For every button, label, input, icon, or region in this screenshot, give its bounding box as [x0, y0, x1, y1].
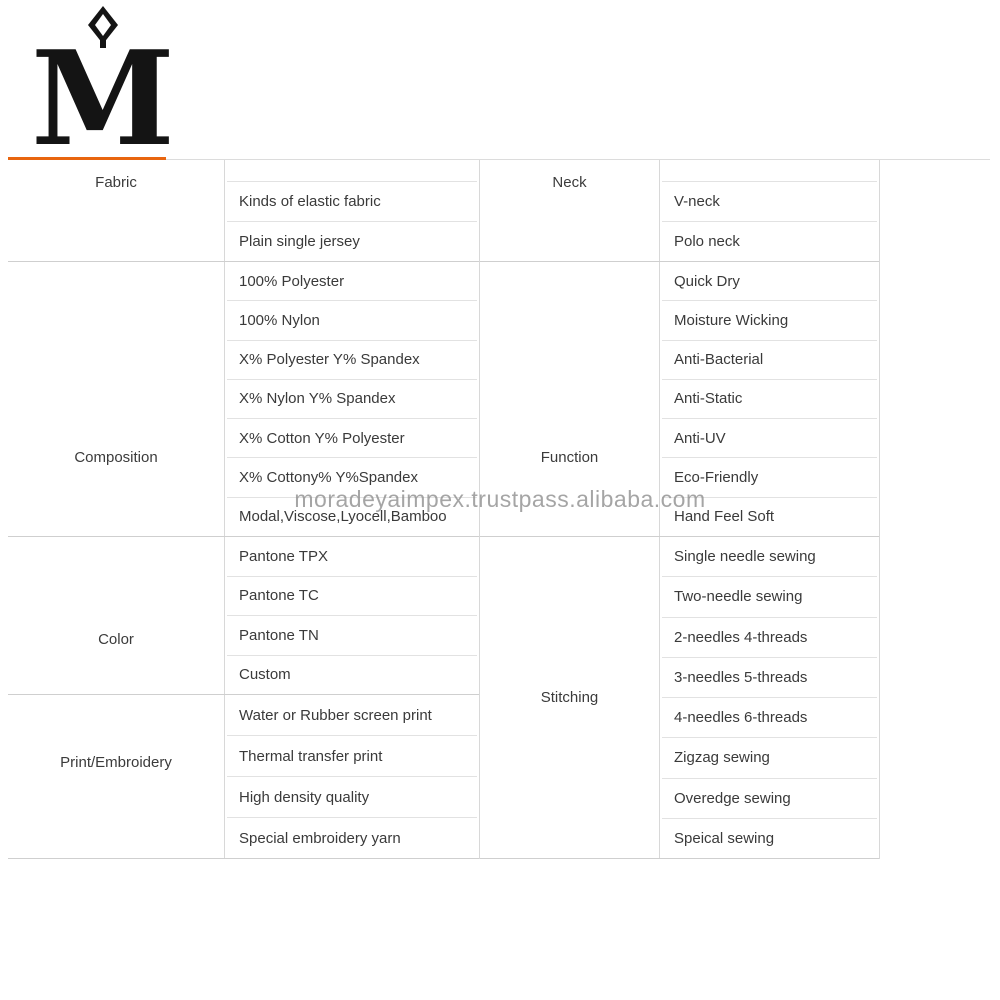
- spec-row: Pantone TC: [227, 577, 477, 617]
- spec-row: X% Polyester Y% Spandex: [227, 341, 477, 380]
- section-label-cell: [8, 537, 225, 694]
- spec-row: 2-needles 4-threads: [662, 618, 877, 658]
- section-label-cell: [480, 537, 660, 858]
- section-values: [660, 262, 879, 536]
- spec-row: Overedge sewing: [662, 779, 877, 819]
- spec-table-right: [480, 160, 880, 859]
- spec-row: Two-needle sewing: [662, 577, 877, 617]
- spec-row: Thermal transfer print: [227, 736, 477, 777]
- brand-logo: [28, 6, 178, 151]
- spec-row: Quick Dry: [662, 262, 877, 301]
- section-label: Color: [98, 631, 134, 648]
- section-color: [8, 537, 479, 695]
- section-label: Composition: [74, 448, 158, 466]
- section-label: Function: [540, 448, 599, 466]
- spec-row: V-neck: [662, 182, 877, 222]
- section-label-cell: [8, 160, 225, 261]
- section-label: Neck: [552, 174, 587, 191]
- section-values: [225, 695, 479, 858]
- section-label: Fabric: [95, 174, 137, 191]
- spec-row: High density quality: [227, 777, 477, 818]
- spec-row: Zigzag sewing: [662, 738, 877, 778]
- section-composition: [8, 262, 479, 537]
- spec-row: Pantone TN: [227, 616, 477, 656]
- spec-row: Water or Rubber screen print: [227, 695, 477, 736]
- spec-row: Special embroidery yarn: [239, 829, 401, 847]
- spec-row: X% Cottony% Y%Spandex: [227, 458, 477, 497]
- spec-row-partial: [662, 160, 877, 182]
- section-label: Print/Embroidery: [60, 754, 172, 771]
- section-stitching: [480, 537, 879, 859]
- section-neck: [480, 160, 879, 262]
- spec-row: 3-needles 5-threads: [662, 658, 877, 698]
- spec-row: Plain single jersey: [239, 233, 360, 250]
- spec-row: 100% Nylon: [227, 301, 477, 340]
- spec-row: Anti-Static: [662, 380, 877, 419]
- spec-row: X% Nylon Y% Spandex: [227, 380, 477, 419]
- section-label-cell: [480, 262, 660, 536]
- spec-row: Kinds of elastic fabric: [227, 182, 477, 222]
- spec-row-partial: [227, 160, 477, 182]
- section-label-cell: [480, 160, 660, 261]
- section-label-cell: [8, 262, 225, 536]
- spec-row: X% Cotton Y% Polyester: [227, 419, 477, 458]
- spec-row: 4-needles 6-threads: [662, 698, 877, 738]
- section-values: [660, 537, 879, 858]
- spec-row: Modal,Viscose,Lyocell,Bamboo: [239, 508, 447, 526]
- section-label: Stitching: [540, 689, 599, 706]
- spec-row: Eco-Friendly: [662, 458, 877, 497]
- watermark-text: moradeyaimpex.trustpass.alibaba.com: [294, 486, 706, 512]
- section-print-embroidery: [8, 695, 479, 859]
- spec-row: Polo neck: [674, 233, 740, 250]
- spec-row: Hand Feel Soft: [674, 508, 775, 526]
- spec-row: Single needle sewing: [662, 537, 877, 577]
- section-label-cell: [8, 695, 225, 858]
- section-values: [225, 160, 479, 261]
- logo-monogram-letter: M: [31, 22, 175, 151]
- spec-table-left: [8, 160, 480, 859]
- section-values: [225, 262, 479, 536]
- brand-accent-rule: [8, 157, 166, 160]
- spec-row: Anti-Bacterial: [662, 341, 877, 380]
- section-function: [480, 262, 879, 537]
- spec-row: Custom: [239, 666, 291, 684]
- spec-row: Speical sewing: [674, 829, 775, 847]
- section-values: [660, 160, 879, 261]
- spec-row: Anti-UV: [662, 419, 877, 458]
- section-values: [225, 537, 479, 694]
- section-fabric: [8, 160, 479, 262]
- spec-row: Moisture Wicking: [662, 301, 877, 340]
- spec-row: 100% Polyester: [227, 262, 477, 301]
- spec-row: Pantone TPX: [227, 537, 477, 577]
